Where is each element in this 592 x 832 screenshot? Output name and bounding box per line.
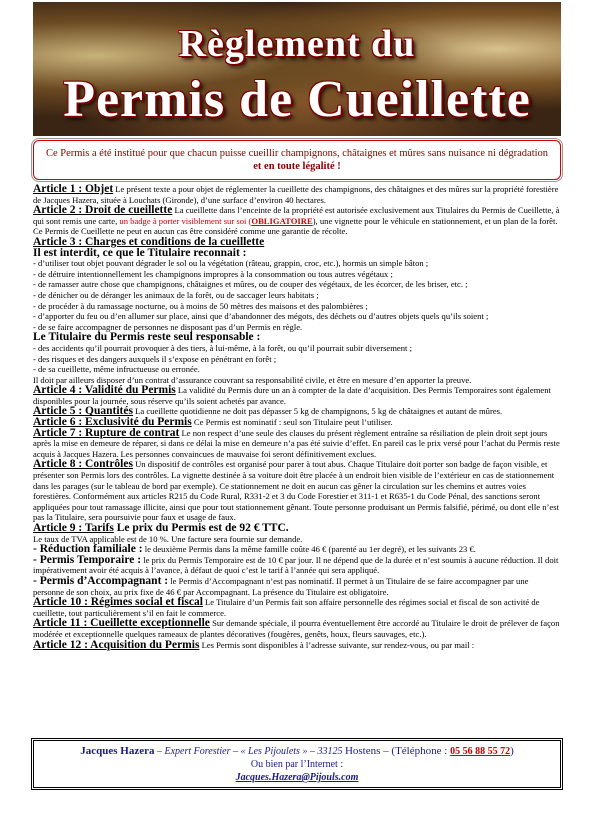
article-11-title: Article 11 : Cueillette exceptionnelle [33,617,210,630]
article-9 [33,523,561,534]
article-9-companion [33,576,561,597]
family-reduction-text: le deuxième Permis dans la même famille coûte 46 € (parenté au 1er degré), et les suivants 23 €. [142,544,476,555]
contact-phone-link[interactable]: 05 56 88 55 72 [450,746,511,757]
contact-box [33,740,561,788]
family-reduction-label: - Réduction familiale : [33,543,143,556]
article-7-title: Article 7 : Rupture de contrat [33,426,180,439]
article-10-text: Le Titulaire d’un Permis fait son affaire personnelle des régimes social et fiscal de son activité de cueillette, tout particulièrement s’il en fait le commerce. [33,597,540,618]
contact-line1 [34,745,560,758]
list-item: - de procéder à du ramassage nocturne, ou à moins de 50 mètres des maisons et des palombières ; [33,300,368,311]
contact-city: Hostens – [344,745,392,757]
article-5-text: La cueillette quotidienne ne doit pas dépasser 5 kg de champignons, 5 kg de châtaignes et autant de mûres. [132,406,503,417]
article-2 [33,205,561,237]
companion-permit-text: le Permis d’Accompagnant n’est pas nominatif. Il permet à un Titulaire de se faire accompagner par une personne de son choix, au prix fixe de 46 € par Accompagnant. La présence du Titulaire est obligatoire. [33,575,529,597]
article-4-title: Article 4 : Validité du Permis [33,384,176,397]
contact-phone-close: ) [510,745,514,757]
article-5-title: Article 5 : Quantités [33,405,133,418]
companion-permit-label: - Permis d’Accompagnant : [33,574,169,587]
article-8 [33,459,561,523]
article-12-title: Article 12 : Acquisition du Permis [33,638,200,651]
temporary-permit-label: - Permis Temporaire : [33,553,142,566]
list-item: - de ramasser autre chose que champignons, châtaignes et mûres, ou de couper des végétaux, de les écorcer, de les briser, etc. ; [33,279,468,290]
intro-box [33,140,561,180]
article-6-title: Article 6 : Exclusivité du Permis [33,416,192,429]
intro-line2: et en toute légalité ! [253,161,341,172]
contact-name: Jacques Hazera [80,745,155,757]
article-9-tva: Le taux de TVA applicable est de 10 %. Une facture sera fournie sur demande. [33,533,303,544]
article-3-title: Article 3 : Charges et conditions de la cueillette [33,235,265,248]
rules-content [33,184,561,650]
article-10-title: Article 10 : Régimes social et fiscal [33,596,203,609]
article-4 [33,385,561,406]
article-3-subtitle-forbidden: Il est interdit, ce que le Titulaire reconnait : [33,246,247,259]
list-item: - d’apporter du feu ou d’en allumer sur place, ainsi que d’abandonner des mégots, des déchets ou d’autres objets quels qu’ils soient ; [33,311,489,322]
article-12 [33,640,561,651]
article-8-title: Article 8 : Contrôles [33,458,133,471]
article-2-text2: ), une vignette pour le véhicule en stationnement, et un plan de la forêt. Ce Permis de Cueillette ne peut en aucun cas être considéré comme une garantie de récolte. [33,215,558,237]
mushroom-banner-image [33,2,561,136]
list-item: - de dénicher ou de déranger les animaux de la forêt, ou de saccager leurs habitats ; [33,289,319,300]
article-9-price: Le prix du Permis est de 92 € TTC. [113,522,289,534]
article-2-badge-text: un badge à porter visiblement sur soi ( [119,215,252,226]
article-11 [33,618,561,639]
article-7-text: Le non respect d’une seule des clauses du présent règlement entraîne sa résiliation de plein droit sept jours après la mise en demeure de réparer, si dans ce délai la mise en demeure n’a pas été suivie d’effet. En pareil cas le prix versé pour l’achat du Permis reste acquis à Jacques Hazera. Les personnes convaincues de mauvaise foi seront définitivement exclues. [33,427,560,459]
list-item: - des accidents qu’il pourrait provoquer à des tiers, à lui-même, à la forêt, ou qu’il pourrait subir diversement ; [33,342,412,353]
banner-title-line2: Permis de Cueillette [63,71,531,128]
contact-email-link[interactable]: Jacques.Hazera@Pijouls.com [235,772,359,783]
article-8-text: Un dispositif de contrôles est organisé pour parer à tout abus. Chaque Titulaire doit porter son badge de façon visible, et présenter son Permis lors des contrôles. La vignette destinée à sa voiture doit être placée à un endroit bien visible de l’extérieur en cas de stationnement dans les parages (sur le tableau de bord par exemple). Ce stationnement ne doit en aucun cas gêner la circulation sur les chemins et autres voies forestières. Conformément aux articles R215 du Code Rural, R331-2 et 3 du Code Forestier et 311-1 et R635-1 du Code Pénal, des sanctions seront appliquées pour tout ramassage illicite, ainsi que pour tout stationnement gênant. Toute personne produisant un Permis falsifié, périmé, ou dont elle n’est pas la Titulaire, sera poursuivie pour faux et usage de faux. [33,459,559,523]
list-item: Il doit par ailleurs disposer d’un contrat d’assurance couvrant sa responsabilité civile, et être en mesure d’en apporter la preuve. [33,374,472,385]
article-9-temporary [33,555,561,576]
article-7 [33,428,561,460]
temporary-permit-text: le prix du Permis Temporaire est de 10 € par jour. Il ne dépend que de la durée et n’est soumis à aucune réduction. Il doit impérativement avoir été acquis à l’avance, à défaut de quoi c’est le tarif à l’année qui sera appliqué. [33,554,559,576]
intro-line1: Ce Permis a été institué pour que chacun puisse cueillir champignons, châtaignes et mûres sans nuisance ni dégradation [45,148,549,159]
article-11-text: Sur demande spéciale, il pourra éventuellement être accordé au Titulaire le droit de prélever de façon modérée et exceptionnelle quelques rameaux de plantes décoratives (fougères, genêts, houx, fleurs sauvages, etc.). [33,618,560,639]
article-2-mandatory: OBLIGATOIRE [251,215,313,226]
article-6-text: Ce Permis est nominatif : seul son Titulaire peut l’utiliser. [191,417,393,428]
contact-internet-label: Ou bien par l’Internet : [250,759,344,770]
list-item: - des risques et des dangers auxquels il s’expose en pénétrant en forêt ; [33,353,277,364]
contact-phone-label: (Téléphone : [391,745,451,757]
article-2-title: Article 2 : Droit de cueillette [33,204,173,217]
article-1 [33,184,561,205]
contact-role: – Expert Forestier – « Les Pijoulets » – 33125 [154,746,345,757]
list-item: - de se faire accompagner de personnes ne disposant pas d’un Permis en règle. [33,321,303,332]
article-1-text: Le présent texte a pour objet de réglementer la cueillette des champignons, des châtaignes et des mûres sur la propriété forestière de Jacques Hazera, située à Louchats (Gironde), d’une surface d’environ 40 hectares. [33,184,559,205]
article-4-text: La validité du Permis dure un an à compter de la date d’acquisition. Des Permis Temporaires sont également disponibles pour la journée, sous réserve qu’ils soient achetés par avance. [33,385,551,406]
article-2-text1: La cueillette dans l’enceinte de la propriété est autorisée exclusivement aux Titulaires du Permis de Cueillette, à qui sont remis une carte, [33,205,560,226]
banner-title-line1: Règlement du [178,23,416,65]
article-10 [33,597,561,618]
article-12-text: Les Permis sont disponibles à l’adresse suivante, sur rendez-vous, ou par mail : [199,639,475,650]
article-3-subtitle-responsible: Le Titulaire du Permis reste seul responsable : [33,331,261,344]
list-item: - d’utiliser tout objet pouvant dégrader le sol ou la végétation (râteau, grappin, croc, etc.), hormis un simple bâton ; [33,258,429,269]
list-item: - de sa cueillette, même infructueuse ou erronée. [33,364,200,375]
article-9-title: Article 9 : Tarifs [33,522,114,534]
list-item: - de détruire intentionnellement les champignons impropres à la consommation ou tous autres végétaux ; [33,268,393,279]
article-3 [33,237,561,248]
article-1-title: Article 1 : Objet [33,183,114,195]
